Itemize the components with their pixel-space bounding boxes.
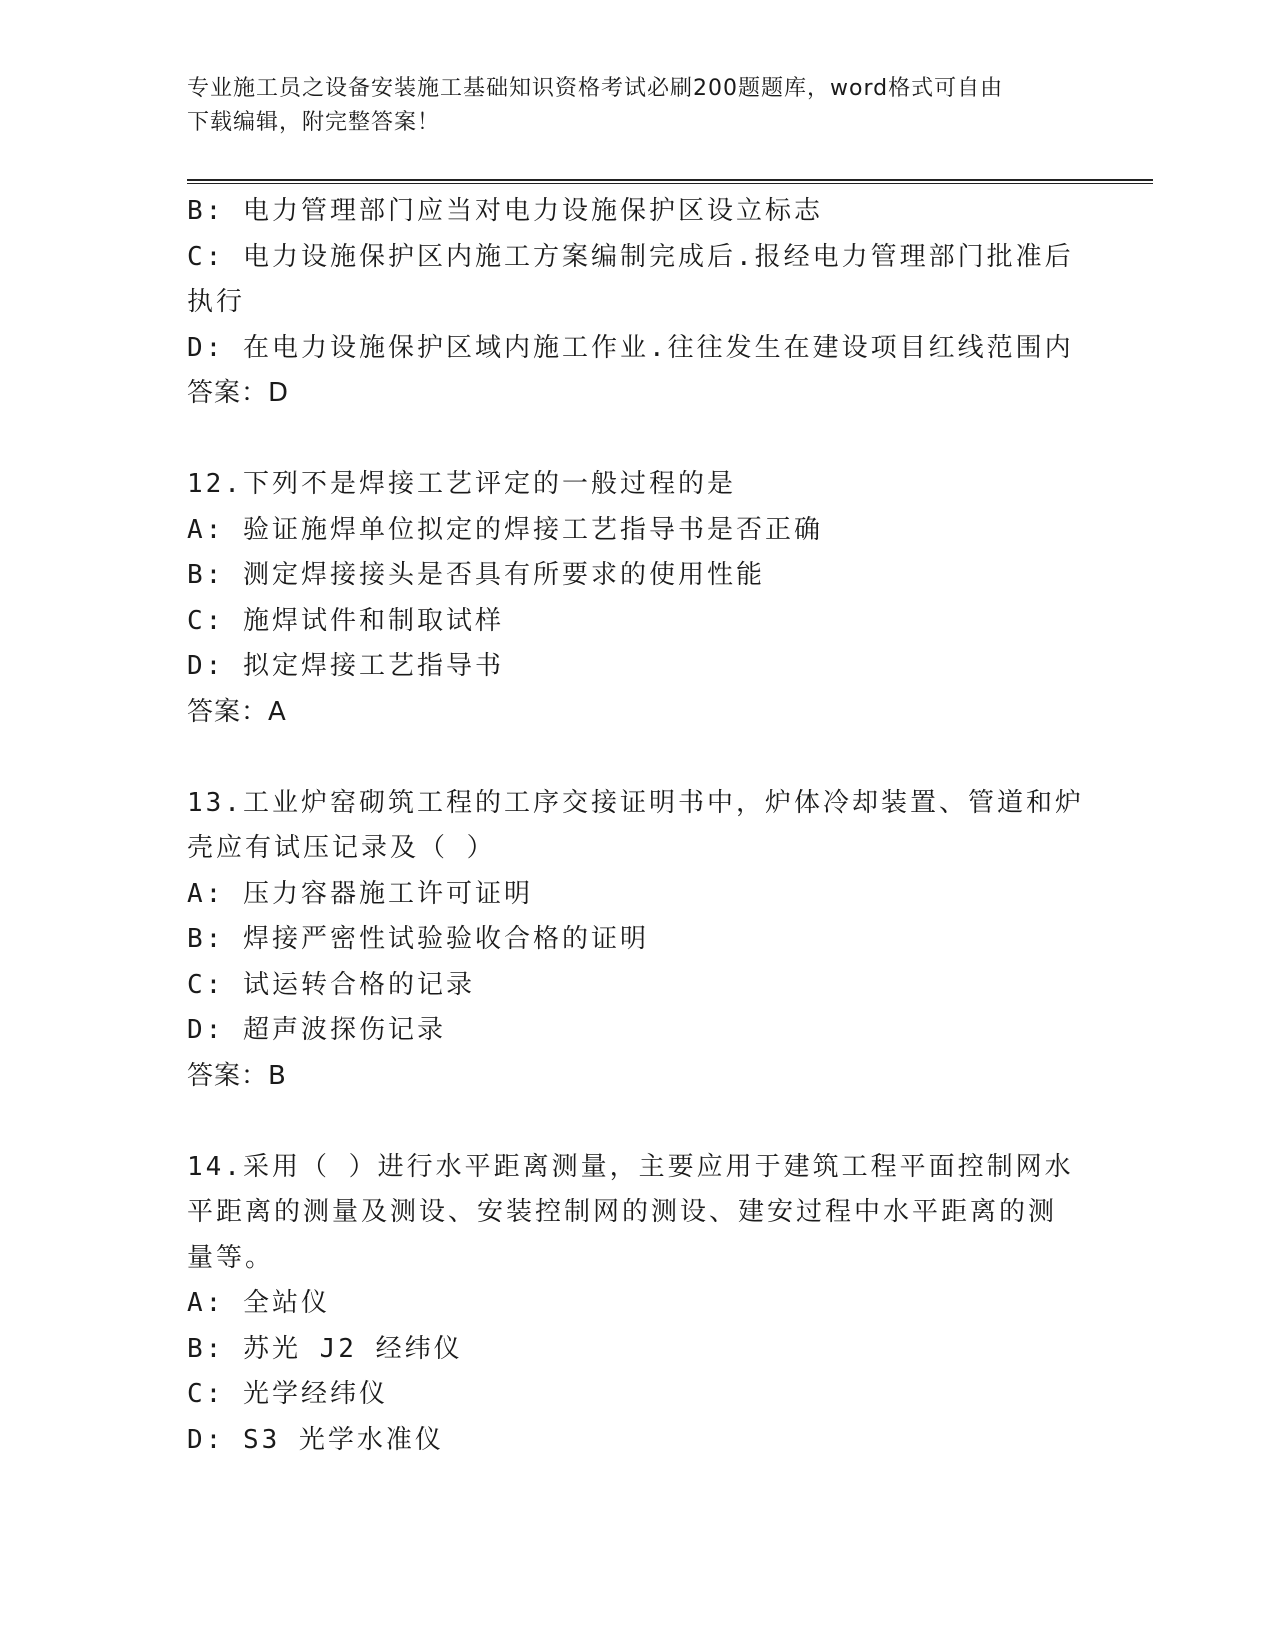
q12-option-a: A: 验证施焊单位拟定的焊接工艺指导书是否正确 <box>187 514 823 545</box>
q13-option-a: A: 压力容器施工许可证明 <box>187 878 533 909</box>
q14-option-c: C: 光学经纬仪 <box>187 1379 388 1409</box>
q13-question-line-1: 13.工业炉窑砌筑工程的工序交接证明书中，炉体冷却装置、管道和炉 <box>187 787 1084 818</box>
q12-question: 12.下列不是焊接工艺评定的一般过程的是 <box>187 469 736 499</box>
q14-question-line-3: 量等。 <box>187 1242 275 1273</box>
q13-option-d: D: 超声波探伤记录 <box>187 1015 446 1045</box>
header-title-line-1: 专业施工员之设备安装施工基础知识资格考试必刷200题题库，word格式可自由 <box>187 76 1004 101</box>
header-divider-thick <box>187 179 1153 181</box>
q14-option-a: A: 全站仪 <box>187 1288 330 1318</box>
question-13 <box>187 781 1087 1100</box>
q11-option-d: D: 在电力设施保护区域内施工作业.往往发生在建设项目红线范围内 <box>187 332 1074 363</box>
q13-option-c: C: 试运转合格的记录 <box>187 969 475 1000</box>
q13-question-line-2: 壳应有试压记录及（ ） <box>187 833 496 863</box>
q14-question-line-2: 平距离的测量及测设、安装控制网的测设、建安过程中水平距离的测 <box>187 1197 1058 1227</box>
spacer <box>187 417 1087 463</box>
q14-option-d: D: S3 光学水准仪 <box>187 1424 444 1455</box>
q11-option-b: B: 电力管理部门应当对电力设施保护区设立标志 <box>187 196 823 226</box>
q12-option-b: B: 测定焊接接头是否具有所要求的使用性能 <box>187 560 765 590</box>
q14-option-b: B: 苏光 J2 经纬仪 <box>187 1333 463 1364</box>
question-content <box>187 189 1087 1463</box>
document-header <box>187 72 1087 140</box>
q11-answer: 答案：D <box>187 378 290 408</box>
q12-option-c: C: 施焊试件和制取试样 <box>187 605 504 636</box>
q12-answer: 答案：A <box>187 696 287 727</box>
q14-question-line-1: 14.采用（ ）进行水平距离测量，主要应用于建筑工程平面控制网水 <box>187 1151 1074 1182</box>
q11-option-c-line-2: 执行 <box>187 287 246 317</box>
header-divider-thin <box>187 183 1153 184</box>
header-title-line-2: 下载编辑，附完整答案！ <box>187 110 441 135</box>
spacer <box>187 1099 1087 1145</box>
q12-option-d: D: 拟定焊接工艺指导书 <box>187 651 504 681</box>
q13-option-b: B: 焊接严密性试验验收合格的证明 <box>187 924 649 954</box>
question-12 <box>187 462 1087 735</box>
spacer <box>187 735 1087 781</box>
q13-answer: 答案：B <box>187 1060 287 1091</box>
question-14 <box>187 1145 1087 1464</box>
q11-option-c-line-1: C: 电力设施保护区内施工方案编制完成后.报经电力管理部门批准后 <box>187 241 1074 272</box>
question-11 <box>187 189 1087 417</box>
